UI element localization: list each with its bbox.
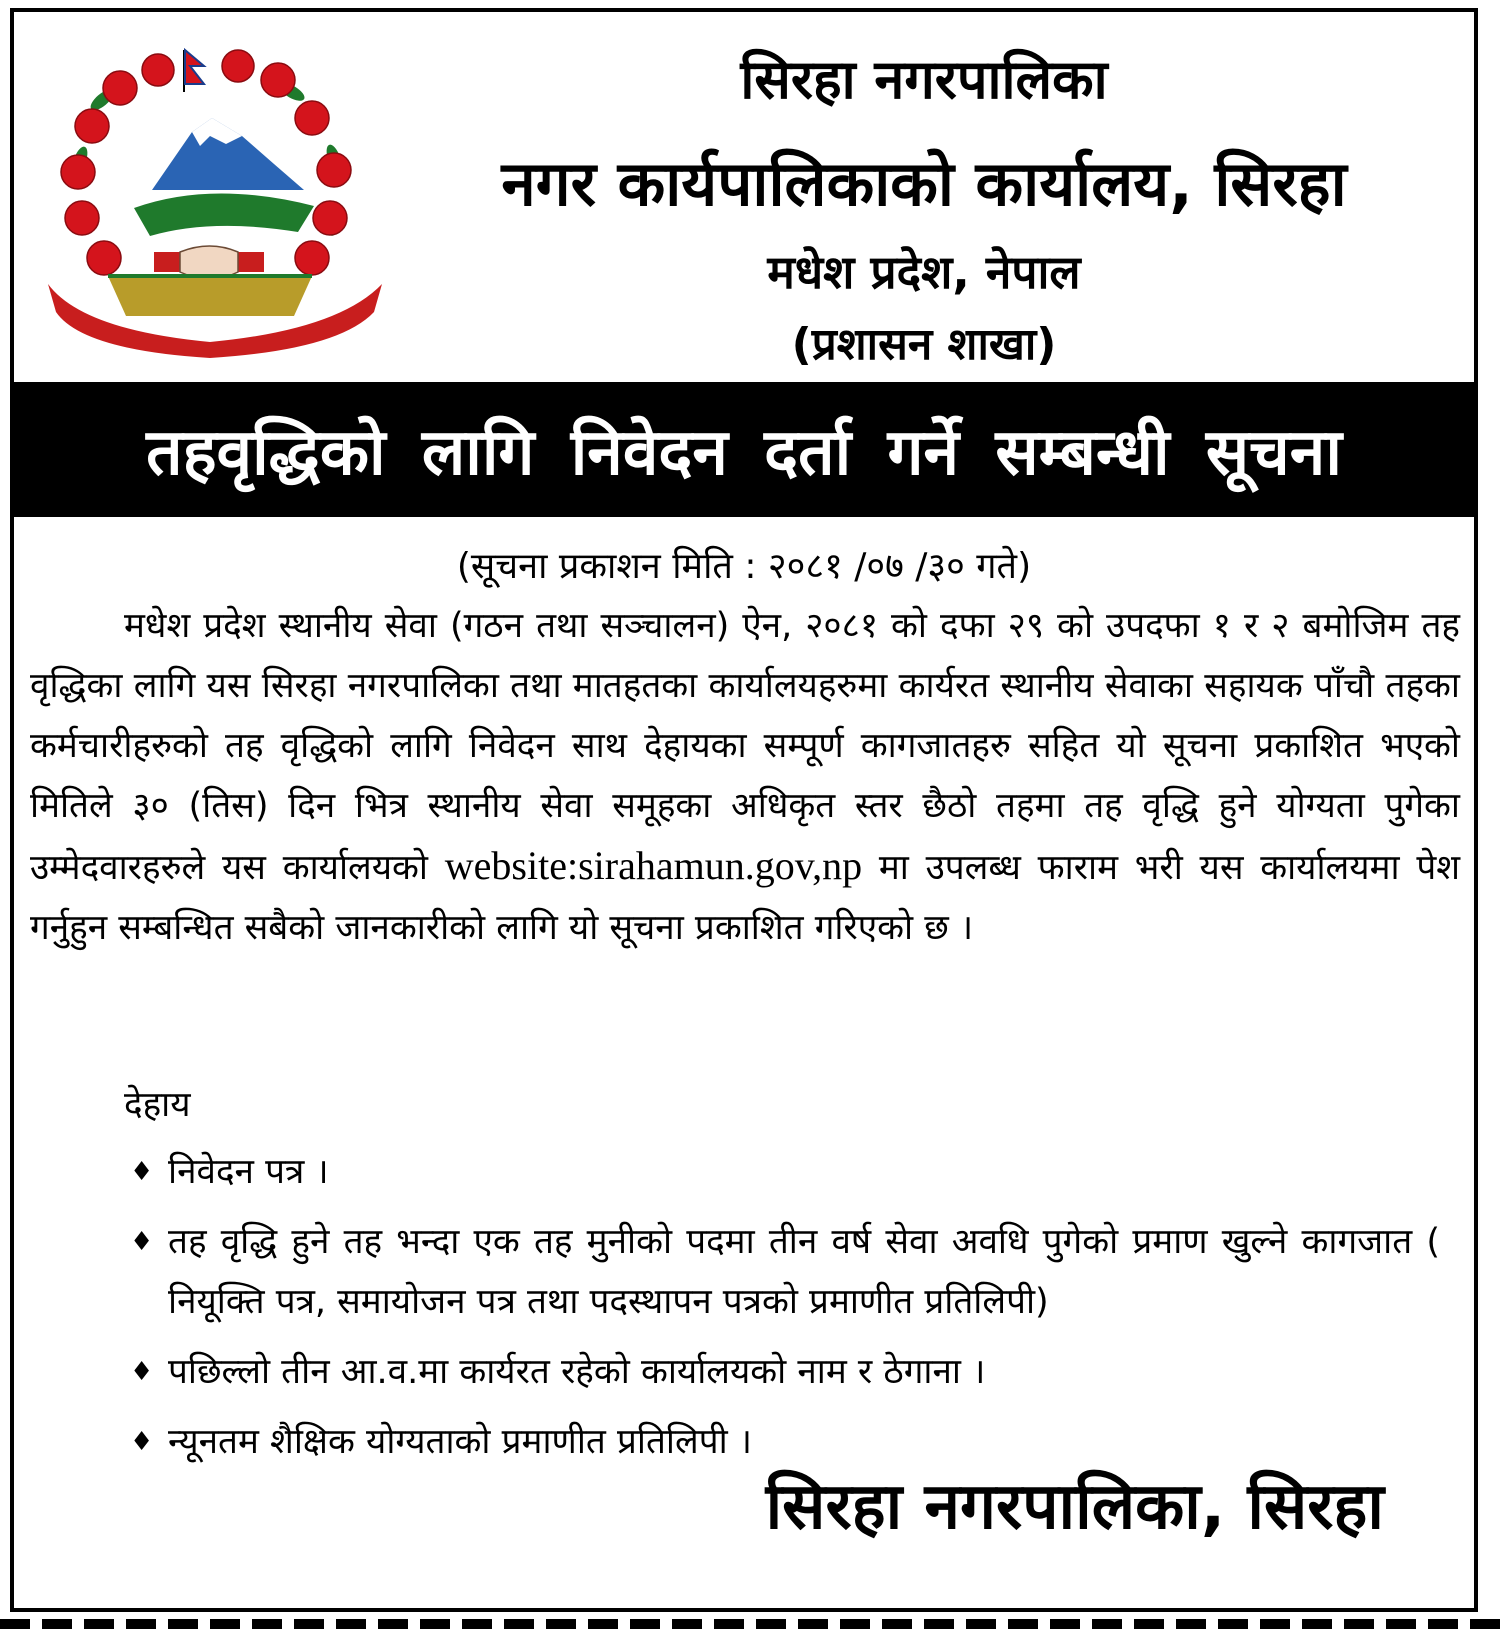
required-documents-list	[130, 1142, 1440, 1482]
office-name: नगर कार्यपालिकाको कार्यालय, सिरहा	[501, 147, 1347, 220]
notice-title: तहवृद्धिको लागि निवेदन दर्ता गर्ने सम्बन्धी सूचना	[14, 382, 1474, 517]
list-item-text: पछिल्लो तीन आ.व.मा कार्यरत रहेको कार्यालयको नाम र ठेगाना ।	[168, 1352, 986, 1392]
province-name: मधेश प्रदेश, नेपाल	[767, 245, 1081, 299]
letterhead	[14, 12, 1474, 382]
list-item	[130, 1212, 1440, 1332]
list-item-text: निवेदन पत्र ।	[168, 1152, 329, 1192]
website-link[interactable]: website:sirahamun.gov,np	[444, 843, 863, 888]
diamond-bullet-icon: ♦	[130, 1357, 154, 1387]
municipality-name: सिरहा नगरपालिका	[740, 48, 1108, 111]
diamond-bullet-icon: ♦	[130, 1427, 154, 1457]
signature: सिरहा नगरपालिका, सिरहा	[765, 1470, 1384, 1544]
nepal-emblem-icon	[42, 40, 392, 358]
body-text-part-2: मा उपलब्ध फाराम भरी यस कार्यालयमा पेश गर्नुहुन सम्बन्धित सबैको जानकारीको लागि यो सूचना प्रकाशित गरिएको छ ।	[30, 848, 1460, 948]
list-item	[130, 1342, 1440, 1402]
diamond-bullet-icon: ♦	[130, 1227, 154, 1257]
notice-body	[30, 596, 1460, 958]
publication-date: (सूचना प्रकाशन मिति : २०८१ /०७ /३० गते)	[456, 546, 1032, 587]
list-item-text: न्यूनतम शैक्षिक योग्यताको प्रमाणीत प्रतिलिपी ।	[168, 1422, 753, 1462]
section-name: (प्रशासन शाखा)	[791, 319, 1057, 370]
page-edge-divider	[0, 1619, 1500, 1629]
documents-heading: देहाय	[124, 1085, 191, 1125]
body-text-part-1: मधेश प्रदेश स्थानीय सेवा (गठन तथा सञ्चालन) ऐन, २०८१ को दफा २९ को उपदफा १ र २ बमोजिम तह वृद्धिका लागि यस सिरहा नगरपालिका तथा मातहतका कार्यालयहरुमा कार्यरत स्थानीय सेवाका सहायक पाँचौ तहका कर्मचारीहरुको तह वृद्धिको लागि निवेदन साथ देहायका सम्पूर्ण कागजातहरु सहित यो सूचना प्रकाशित भएको मितिले ३० (तिस) दिन भित्र स्थानीय सेवा समूहका अधिकृत स्तर छैठो तहमा तह वृद्धि हुने योग्यता पुगेका उम्मेदवारहरुले यस कार्यालयको	[30, 606, 1460, 888]
list-item-text: तह वृद्धि हुने तह भन्दा एक तह मुनीको पदमा तीन वर्ष सेवा अवधि पुगेको प्रमाण खुल्ने कागजात ( नियूक्ति पत्र, समायोजन पत्र तथा पदस्थापन पत्रको प्रमाणीत प्रतिलिपी)	[168, 1222, 1440, 1322]
list-item	[130, 1142, 1440, 1202]
notice-frame	[10, 8, 1478, 1612]
diamond-bullet-icon: ♦	[130, 1157, 154, 1187]
